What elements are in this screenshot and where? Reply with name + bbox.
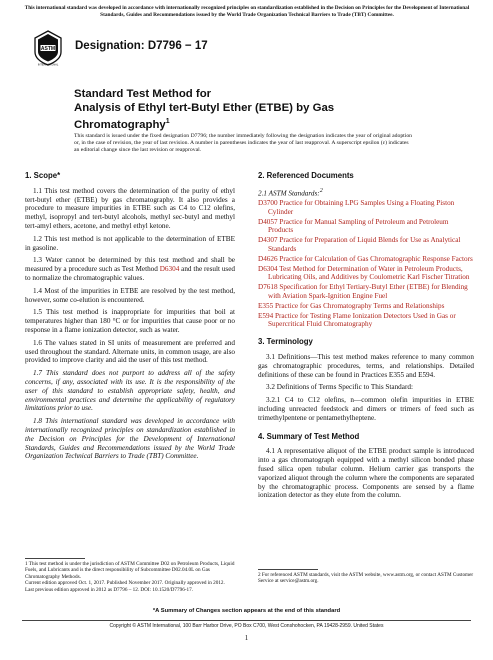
footnote-rule-left	[25, 558, 85, 559]
para-3-2: 3.2 Definitions of Terms Specific to This Standard:	[266, 383, 413, 392]
left-column	[25, 172, 235, 465]
para-4-1: 4.1 A representative aliquot of the ETBE product sample is introduced into a gas chromatograph equipped with a methyl silicon bonded phase fused silica open tubular column. Helium carrier gas transports the vaporized aliquot through the column where the components are separated by the chromatographic process. Components are sensed by a flame ionization detector as they elute from the column.	[258, 447, 474, 500]
ref-e355[interactable]: E355 Practice for Gas Chromatography Terms and Relationships	[258, 301, 445, 310]
ref-d4626[interactable]: D4626 Practice for Calculation of Gas Chromatographic Response Factors	[258, 254, 473, 263]
title-footnote-ref[interactable]: 1	[165, 118, 170, 126]
title-line-1: Standard Test Method for	[74, 88, 212, 100]
footnote-1-text: 1 This test method is under the jurisdiction of ASTM Committee D02 on Petroleum Products, Liquid Fuels, and Lubricants and is the direct responsibility of Subcommittee D02.04.0L on Gas Chromatography Methods.	[25, 561, 235, 580]
para-1-3	[25, 256, 235, 282]
scope-heading: 1. Scope*	[25, 171, 61, 180]
title-line-3	[74, 115, 434, 132]
logo-text: INTERNATIONAL	[37, 63, 59, 66]
summary-of-changes-note: *A Summary of Changes section appears at the end of this standard	[152, 608, 341, 614]
para-1-6: 1.6 The values stated in SI units of measurement are preferred and used throughout the standard. Alternate units, in common usage, are also provided to improve clarity and aid the user of this test method.	[25, 338, 235, 365]
astm-label-text: 2.1 ASTM Standards:	[258, 189, 320, 198]
astm-footnote-ref[interactable]: 2	[319, 187, 323, 194]
page-number: 1	[244, 634, 249, 642]
para-1-5: 1.5 This test method is inappropriate for impurities that boil at temperatures higher than 180 °C or for impurities that cause poor or no response in a flame ionization detector, such as water.	[25, 308, 235, 334]
footnote-2: 2 For referenced ASTM standards, visit the ASTM website, www.astm.org, or contact ASTM Customer Service at service@astm.org.	[258, 572, 474, 585]
title-line-2: Analysis of Ethyl tert-Butyl Ether (ETBE) by Gas	[74, 101, 335, 114]
ref-d7618[interactable]: D7618 Specification for Ethyl Tertiary-Butyl Ether (ETBE) for Blending with Aviation Spark-Ignition Engine Fuel	[258, 283, 468, 300]
title-line-3-text: Chromatography	[74, 118, 166, 131]
svg-text:ASTM: ASTM	[40, 46, 56, 52]
issued-note: This standard is issued under the fixed designation D7796; the number immediately following the designation indicates the year of original adoption or, in the case of revision, the year of last revision. A number in parentheses indicates the year of last reapproval. A superscript epsilon (ε) indicates an editorial change since the last revision or reapproval.	[74, 133, 413, 153]
para-1-4: 1.4 Most of the impurities in ETBE are resolved by the test method, however, some co-elution is encountered.	[25, 286, 235, 304]
right-column	[258, 172, 474, 504]
para-1-7: 1.7 This standard does not purport to address all of the safety concerns, if any, associated with its use. It is the responsibility of the user of this standard to establish appropriate safety, health, and environmental practices and determine the applicability of regulatory limitations prior to use.	[25, 369, 235, 413]
footnote-rule-right	[258, 569, 318, 570]
para-1-3-a: 1.3 Water cannot be determined by this test method and shall be measured by a procedure such as Test Method	[25, 256, 235, 274]
para-1-8: 1.8 This international standard was developed in accordance with internationally recognized principles on standardization established in the Decision on Principles for the Development of International Standards, Guides and Recommendations issued by the World Trade Organization Technical Barriers to Trade (TBT) Committee.	[25, 417, 235, 461]
para-1-2: 1.2 This test method is not applicable to the determination of ETBE in gasoline.	[25, 234, 235, 252]
ref-d4307[interactable]: D4307 Practice for Preparation of Liquid Blends for Use as Analytical Standards	[258, 236, 461, 253]
refdocs-heading: 2. Referenced Documents	[258, 171, 354, 180]
reference-list	[258, 187, 474, 329]
footnote-1	[25, 561, 235, 593]
document-title	[74, 88, 434, 133]
designation: Designation: D7796 − 17	[75, 40, 208, 52]
terminology-heading: 3. Terminology	[258, 337, 313, 347]
para-1-3-b: and the result used to normalize the chromatographic values.	[25, 265, 235, 282]
astm-standards-label	[258, 187, 474, 198]
ref-d4057[interactable]: D4057 Practice for Manual Sampling of Petroleum and Petroleum Products	[258, 217, 449, 235]
summary-heading: 4. Summary of Test Method	[258, 431, 360, 441]
ref-e594[interactable]: E594 Practice for Testing Flame Ionization Detectors Used in Gas or Supercritical Fluid Chromatography	[258, 311, 456, 329]
para-3-1: 3.1 Definitions—This test method makes reference to many common gas chromatographic procedures, terms, and relationships. Detailed definitions of these can be found in Practices E355 and E594.	[258, 352, 474, 379]
footnote-1b-text: Current edition approved Oct. 1, 2017. Published November 2017. Originally approved in 2012. Last previous edition approved in 2012 as D7796 – 12. DOI: 10.1520/D7796-17.	[25, 580, 225, 593]
d6304-link[interactable]: D6304	[159, 265, 180, 274]
para-1-1: 1.1 This test method covers the determination of the purity of ethyl tert-butyl ether (ETBE) by gas chromatography. It also provides a procedure to measure impurities in ETBE such as C4 to C12 olefins, methyl, isopropyl and tert-butyl alcohols, methyl sec-butyl and methyl tert-amyl ethers, acetone, and methyl ethyl ketone.	[25, 186, 235, 230]
copyright-line: Copyright © ASTM International, 100 Barr Harbor Drive, PO Box C700, West Conshohocken, PA 19428-2959. United States	[22, 620, 471, 629]
para-3-2-1: 3.2.1 C4 to C12 olefins, n—common olefin impurities in ETBE including unreacted feedstock and dimers or trimers of feed such as trimethylpentene or pentamethylheptene.	[258, 396, 474, 422]
astm-logo-icon	[33, 30, 63, 66]
ref-d6304[interactable]: D6304 Test Method for Determination of Water in Petroleum Products, Lubricating Oils, and Additives by Coulometric Karl Fischer Titration	[258, 264, 470, 282]
distribution-notice: This international standard was developed in accordance with internationally recognized principles on standardization established in the Decision on Principles for the Development of International Standards, Guides and Recommendations issued by the World Trade Organization Technical Barriers to Trade (TBT) Committee.	[24, 5, 470, 18]
ref-d3700[interactable]: D3700 Practice for Obtaining LPG Samples Using a Floating Piston Cylinder	[258, 198, 455, 216]
